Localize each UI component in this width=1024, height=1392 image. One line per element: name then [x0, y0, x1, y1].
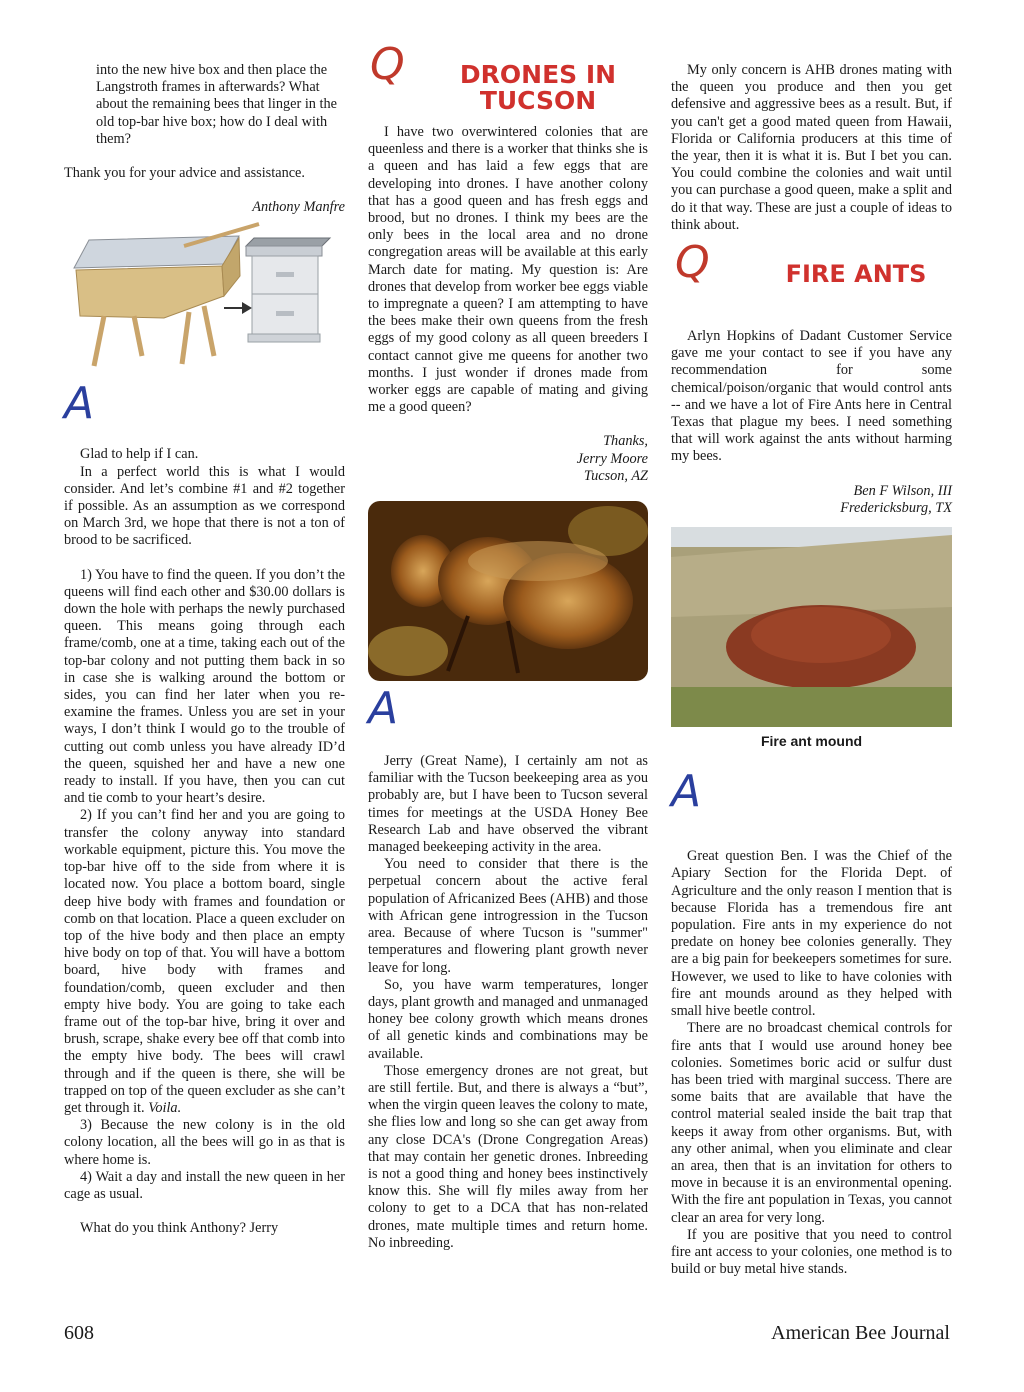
- langstroth-lid: [246, 238, 330, 246]
- question-header-fire-ants: [671, 237, 952, 318]
- answer-letter: A: [64, 378, 95, 430]
- answer-paragraph: Glad to help if I can.: [80, 446, 199, 463]
- signature-line: Thanks,: [603, 433, 648, 450]
- answer-closing: What do you think Anthony? Jerry: [80, 1220, 279, 1237]
- signature-line: Ben F Wilson, III: [853, 482, 952, 499]
- answer-paragraph: In a perfect world this is what I would consider. And let’s combine #1 and #2 together if possible. As an assumption as we correspond on March 3rd, we hope that there is not a ton of brood to be sacrificed.: [64, 463, 345, 549]
- question-continuation: into the new hive box and then place the Langstroth frames in afterwards? What about the remaining bees that linger in the old top-bar hive box; how do I deal with them?: [96, 62, 337, 147]
- question-letter: Q: [675, 237, 710, 289]
- transfer-arrow-head: [242, 302, 252, 314]
- comb-cell: [368, 626, 448, 676]
- question-paragraph: Arlyn Hopkins of Dadant Customer Service gave me your contact to see if you have any recommendation for some chemical/poison/organic that would control ants -- and we have a lot of Fire Ants here in Central Texas that plague my bees. I need something that will work against the ants without harming my bees.: [671, 328, 952, 465]
- answer-paragraph: If you are positive that you need to control fire ant access to your colonies, one method is to build or buy metal hive stands.: [671, 1226, 952, 1278]
- section-title: FIRE ANTS: [785, 260, 927, 289]
- hive-leg: [204, 306, 214, 356]
- column-2: [368, 39, 648, 1252]
- question-header-drones: [368, 39, 648, 124]
- column-1: [64, 62, 345, 1237]
- answer-paragraph: There are no broadcast chemical controls for fire ants that I would use around honey bee colonies. Sometimes boric acid or sulfur dust has been tried with marginal success. There are some baits that are available that have the control material sealed inside the bait trap that keeps it away from other organisms. But, with any other animal, when you eliminate and clear an area, then that is an invitation for others to move in because it is an environmental opening. With the fire ant population in Texas, you cannot clear an area for very long.: [671, 1020, 952, 1226]
- signature-line: Tucson, AZ: [583, 467, 648, 484]
- answer-paragraph: [64, 807, 345, 1117]
- magazine-name: American Bee Journal: [771, 1322, 950, 1344]
- drone-wing: [468, 541, 608, 581]
- answer-paragraph: Great question Ben. I was the Chief of the Apiary Section for the Florida Dept. of Agriculture and the only reason I mention that is because Florida has a tremendous fire ant population. Fire ants in my experience do not predate on honey bee colonies generally. They are a big pain for beekeepers sometimes for sure. However, we used to like to have colonies with fire ant mounds around as they helped with small hive beetle control.: [671, 848, 952, 1020]
- answer-letter: A: [671, 766, 702, 818]
- langstroth-handle: [276, 311, 294, 316]
- answer-paragraph: 1) You have to find the queen. If you don’t the queens will find each other and $30.00 dollars is down the hole with perhaps the newly purchased queen. This means going through each frame/comb, one at a time, taking each out of the top-bar colony and not putting them back in so in case she is walking around the bottom or sides, you can find her later when you re-examine the frames. Unless you are set in your ways, I don’t think I would go to the trouble of cutting out comb unless you have already ID’d the queen, squished her and have a new one ready to install. If you have, then you can cut and tie comb to your heart’s desire.: [64, 566, 345, 807]
- foreground-grass: [671, 687, 952, 727]
- section-title: [428, 62, 648, 114]
- answer-continuation: My only concern is AHB drones mating with the queen you produce and then you get defensive and aggressive bees as a result. But, if you can't get a good mated queen from Hawaii, Florida or California producers at this time of the year, then it is what it is. But I bet you can. You could combine the colonies and wait until you can purchase a good queen, make a split and do it that way. These are just a couple of ideas to think about.: [671, 62, 952, 233]
- hive-leg: [134, 316, 142, 356]
- question-paragraph: I have two overwintered colonies that are queenless and there is a worker that thinks she is a queen and has laid a few eggs that are developing into drones. I have another colony that has a good queen and has fresh eggs and brood, but no drones. I think my bees are the only bees in the local area and no drone congregation areas will be available at this early March date for mating. My question is: Are drones that develop from worker bee eggs viable to impregnate a queen? I am attempting to have the bees make their own queens from the fresh eggs of my good colony as all queen breeders I contact cannot give me queens for another two months. I just wonder if drones made from worker eggs are capable of mating and giving me a good queen?: [368, 124, 648, 416]
- voila-text: Voila.: [148, 1099, 182, 1116]
- answer-paragraph: So, you have warm temperatures, longer days, plant growth and managed and unmanaged honey bee colony growth which means drones of all genetic kinds and combinations may be available.: [368, 976, 648, 1062]
- thanks-line: Thank you for your advice and assistance.: [64, 165, 305, 182]
- answer-letter: A: [368, 683, 399, 735]
- answer-paragraph: 3) Because the new colony is in the old colony location, all the bees will go in as that is where home is.: [64, 1117, 345, 1168]
- photo-caption: Fire ant mound: [760, 733, 863, 750]
- title-line: TUCSON: [479, 86, 597, 115]
- hive-transfer-illustration: [64, 216, 345, 376]
- hive-leg: [182, 312, 189, 364]
- answer-paragraph: Those emergency drones are not great, but are still fertile. But, and there is always a “but”, when the virgin queen leaves the colony to mate, she flies low and long so she can get away from any close DCA's (Drone Congregation Areas) that may contain her genetic drones. Inbreeding is not a good thing and honey bees instinctively know this. She will fly miles away from her colony to get to a DCA that has non-related drones, mate multiple times and return home. No inbreeding.: [368, 1062, 648, 1251]
- answer-paragraph: Jerry (Great Name), I certainly am not as familiar with the Tucson beekeeping area as you probably are, but I have been to Tucson several times for meetings at the USDA Honey Bee Research Lab and have observed the vibrant managed beekeeping activity in the area.: [368, 753, 648, 856]
- top-bar-hive-roof: [74, 236, 239, 268]
- langstroth-base: [248, 334, 320, 342]
- langstroth-top: [246, 246, 322, 256]
- question-letter: Q: [370, 39, 405, 90]
- title-line: DRONES IN: [459, 60, 617, 89]
- page-number: 608: [64, 1322, 94, 1344]
- signature-anthony: Anthony Manfre: [252, 199, 345, 216]
- answer-paragraph: You need to consider that there is the perpetual concern about the active feral population of Africanized Bees (AHB) and those with African gene introgression in the Tucson area. Because of where Tucson is "summer" temperatures and flowering plant growth never leave for long.: [368, 856, 648, 976]
- drone-bee-photo: [368, 501, 648, 681]
- column-3: [671, 62, 952, 1278]
- signature-line: Jerry Moore: [576, 450, 648, 467]
- fire-ant-mound-photo: [671, 527, 952, 727]
- top-bar-hive-box-front: [76, 266, 224, 318]
- langstroth-handle: [276, 272, 294, 277]
- signature-line: Fredericksburg, TX: [840, 499, 952, 516]
- answer-paragraph: 4) Wait a day and install the new queen in her cage as usual.: [64, 1168, 345, 1202]
- ant-mound-top: [751, 607, 891, 663]
- answer-text: 2) If you can’t find her and you are going to transfer the colony anyway into standard workable equipment, picture this. You move the top-bar hive off to the side from where it is located now. You place a bottom board, single deep hive body with frames and foundation or comb on that location. Place a queen excluder on top of the hive body and then place an empty hive body on top of that. You will have a bottom board, hive body with frames and foundation/comb, queen excluder and then empty hive body. You are going to take each frame out of the top-bar hive, bring it over and brush, scrape, shake every bee off that comb into the empty hive body. The bees will crawl through and if the queen is there, she will be trapped on top of the queen excluder as she can’t get through it.: [64, 807, 345, 1116]
- hive-leg: [94, 316, 104, 366]
